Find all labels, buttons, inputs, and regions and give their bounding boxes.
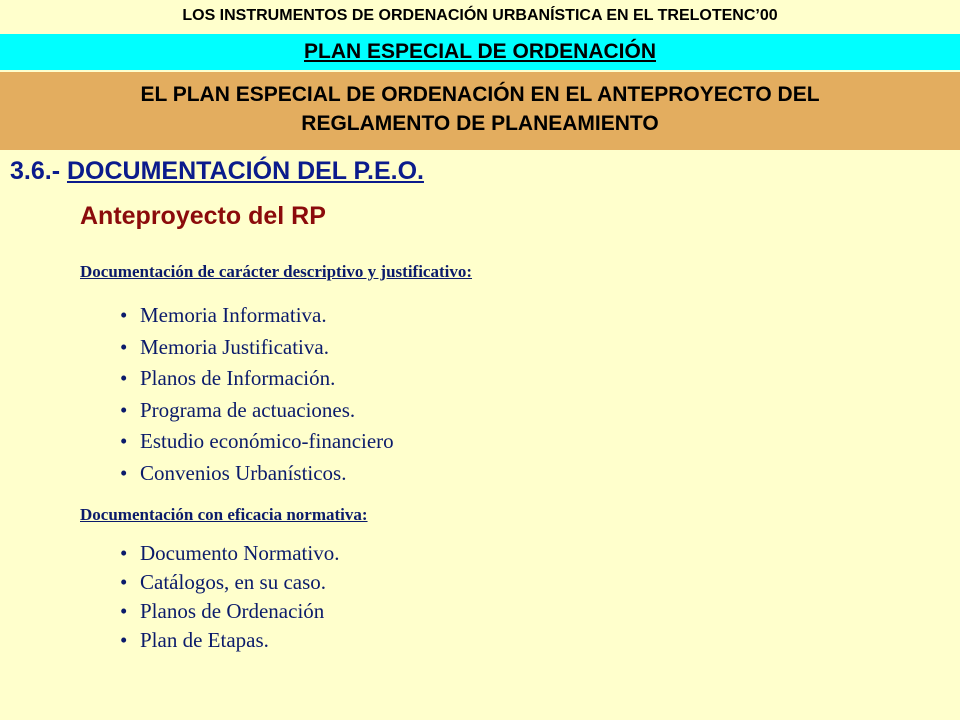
list-item: • Programa de actuaciones. [120,395,394,427]
list-item: • Planos de Información. [120,363,394,395]
section-title-band [0,72,960,150]
list-item: • Plan de Etapas. [120,626,339,655]
section-title-line2: REGLAMENTO DE PLANEAMIENTO [301,112,659,135]
heading-number: 3.6.- [10,157,61,185]
plan-title: PLAN ESPECIAL DE ORDENACIÓN [304,40,656,63]
group1-title: Documentación de carácter descriptivo y justificativo: [80,262,473,281]
group1-list [120,300,394,489]
group2-title: Documentación con eficacia normativa: [80,505,368,524]
group2-list [120,539,339,655]
list-item: • Memoria Informativa. [120,300,394,332]
section-title-line1: EL PLAN ESPECIAL DE ORDENACIÓN EN EL ANTEPROYECTO DEL [140,83,820,106]
list-item: • Documento Normativo. [120,539,339,568]
plan-title-band [0,34,960,70]
subheading: Anteproyecto del RP [80,202,326,230]
presentation-title: LOS INSTRUMENTOS DE ORDENACIÓN URBANÍSTICA EN EL TRELOTENC’00 [182,7,778,24]
heading-link[interactable]: DOCUMENTACIÓN DEL P.E.O. [66,157,424,185]
list-item: • Planos de Ordenación [120,597,339,626]
section-heading [10,157,424,186]
list-item: • Convenios Urbanísticos. [120,458,394,490]
list-item: • Memoria Justificativa. [120,332,394,364]
list-item: • Catálogos, en su caso. [120,568,339,597]
list-item: • Estudio económico-financiero [120,426,394,458]
